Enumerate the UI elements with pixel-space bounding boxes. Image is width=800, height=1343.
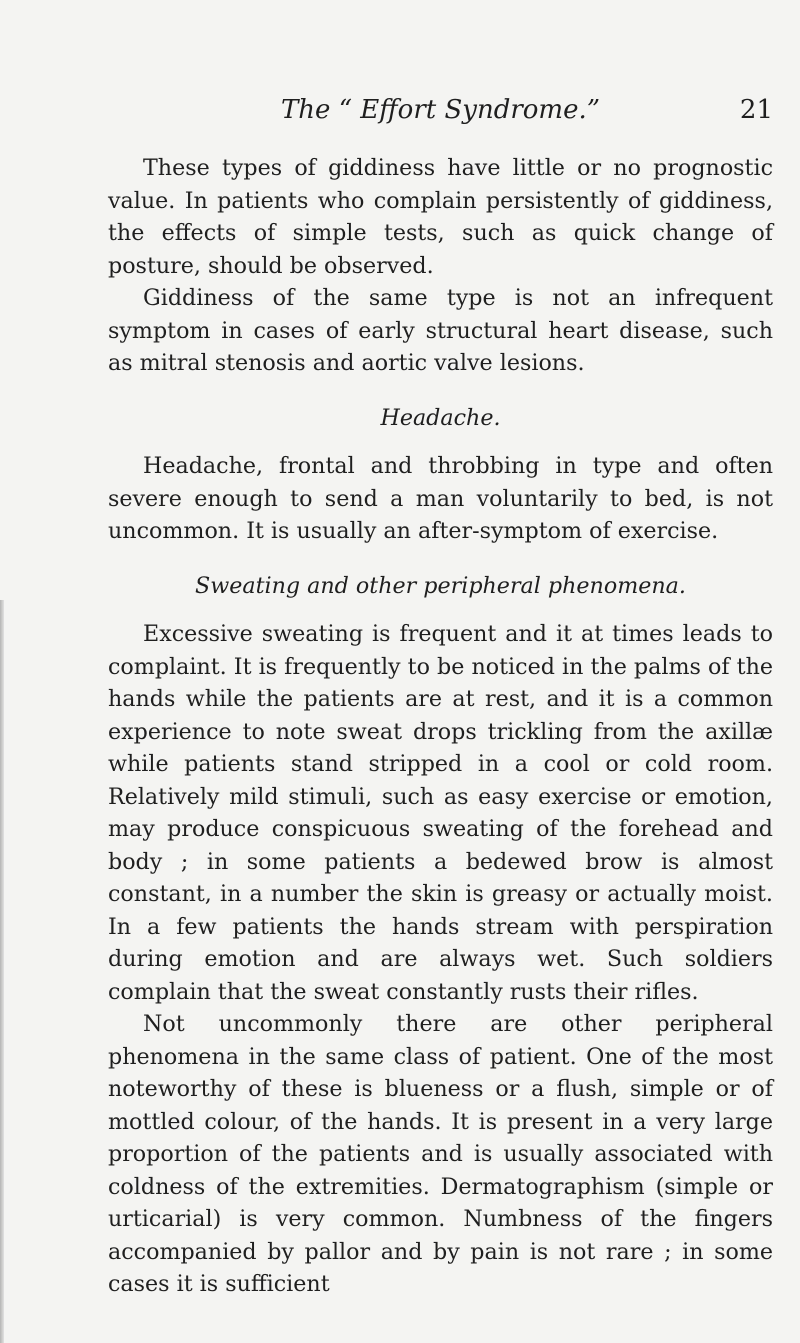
paragraph-peripheral-phenomena: Not uncommonly there are other peripheral phenomena in the same class of patient. One of the most noteworthy of these is blueness or a flush, simple or of mottled colour, of the hands. It is present in a very large proportion of the patients and is usually associated with coldness of the extremities. Dermatographism (simple or urticarial) is very common. Numbness of the fingers accompanied by pallor and by pain is not rare ; in some cases it is sufficient bbox=[108, 1011, 773, 1297]
scan-edge-shadow bbox=[0, 600, 4, 1343]
section-heading-headache: Headache. bbox=[380, 404, 501, 431]
running-head bbox=[108, 95, 773, 131]
paragraph-headache: Headache, frontal and throbbing in type and often severe enough to send a man voluntarily to bed, is not uncommon. It is usually an after-symptom of exercise. bbox=[108, 453, 773, 544]
paragraph-giddiness-prognosis: These types of giddiness have little or no prognostic value. In patients who complain persistently of giddiness, the effects of simple tests, such as quick change of posture, should be observed. bbox=[108, 155, 773, 279]
paragraph-sweating: Excessive sweating is frequent and it at times leads to complaint. It is frequently to be noticed in the palms of the hands while the patients are at rest, and it is a common experience to note sweat drops trickling from the axillæ while patients stand stripped in a cool or cold room. Relatively mild stimuli, such as easy exercise or emotion, may produce conspicuous sweating of the forehead and body ; in some patients a bedewed brow is almost constant, in a number the skin is greasy or actually moist. In a few patients the hands stream with perspiration during emotion and are always wet. Such soldiers complain that the sweat constantly rusts their rifles. bbox=[108, 621, 773, 1005]
section-heading-sweating: Sweating and other peripheral phenomena. bbox=[195, 572, 686, 599]
body-text bbox=[108, 152, 773, 1301]
paragraph-giddiness-heart-disease: Giddiness of the same type is not an infrequent symptom in cases of early structural heart disease, such as mitral stenosis and aortic valve lesions. bbox=[108, 285, 773, 376]
running-title: The “ Effort Syndrome.” bbox=[280, 95, 601, 125]
page-number: 21 bbox=[739, 95, 773, 125]
